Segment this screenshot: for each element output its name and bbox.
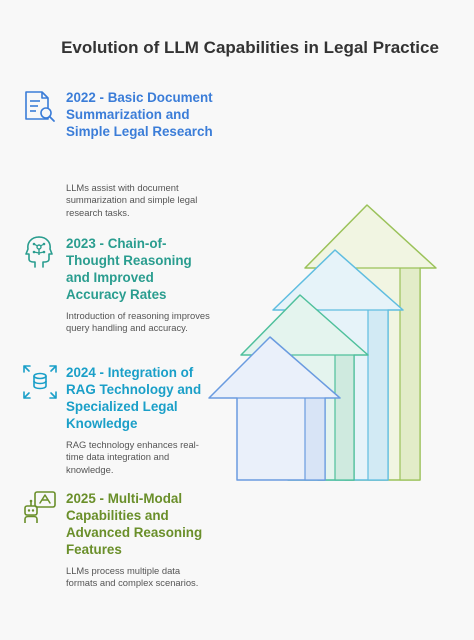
milestone-2025-description: LLMs process multiple data formats and complex scenarios. bbox=[66, 565, 199, 589]
milestone-2024-description: RAG technology enhances real-time data integration and knowledge. bbox=[66, 439, 199, 475]
milestone-2024-heading: 2024 - Integration of RAG Technology and Specialized Legal Knowledge bbox=[66, 365, 202, 431]
milestone-2023-heading: 2023 - Chain-of-Thought Reasoning and Improved Accuracy Rates bbox=[66, 236, 192, 302]
milestone-2025-heading: 2025 - Multi-Modal Capabilities and Advanced Reasoning Features bbox=[66, 491, 203, 557]
milestone-2022-description: LLMs assist with document summarization and simple legal research tasks. bbox=[66, 182, 198, 218]
milestone-2023-description: Introduction of reasoning improves query handling and accuracy. bbox=[66, 310, 210, 334]
page-title: Evolution of LLM Capabilities in Legal Practice bbox=[61, 38, 439, 57]
milestone-2022-heading: 2022 - Basic Document Summarization and Simple Legal Research bbox=[66, 90, 213, 139]
